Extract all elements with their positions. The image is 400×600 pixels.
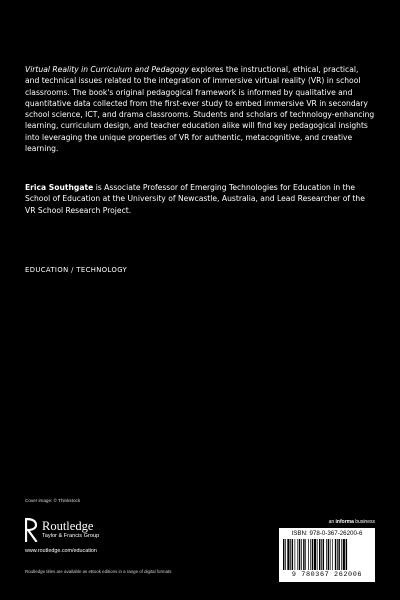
barcode-bar bbox=[303, 539, 304, 570]
barcode-bar bbox=[283, 539, 284, 570]
subject-category: EDUCATION / TECHNOLOGY bbox=[25, 266, 128, 274]
publisher-group: Taylor & Francis Group bbox=[42, 533, 100, 539]
barcode-bar bbox=[326, 539, 327, 570]
ebook-note: Routledge titles are available as eBook editions in a range of digital formats bbox=[25, 569, 172, 574]
barcode-bar bbox=[297, 539, 298, 570]
barcode-bar bbox=[295, 539, 296, 570]
barcode-bar bbox=[285, 539, 286, 570]
barcode-bar bbox=[338, 539, 339, 570]
barcode-bar bbox=[337, 539, 338, 570]
barcode-bar bbox=[332, 539, 333, 570]
barcode-bar bbox=[301, 539, 302, 570]
barcode-bar bbox=[308, 539, 309, 570]
barcode-bar bbox=[312, 539, 313, 570]
barcode-bar bbox=[330, 539, 331, 570]
barcode-bar bbox=[317, 539, 318, 570]
author-bio-text: is Associate Professor of Emerging Technologies for Education in the School of Education at the University of Newcastle, Australia, and Lead Researcher of the VR School Research Project. bbox=[25, 183, 365, 215]
publisher-url: www.routledge.com/education bbox=[25, 548, 97, 554]
barcode-bar bbox=[346, 539, 347, 570]
barcode-bar bbox=[319, 539, 320, 570]
barcode-bar bbox=[287, 539, 289, 570]
publisher-block bbox=[25, 518, 165, 558]
routledge-logo-icon bbox=[25, 518, 38, 542]
barcode-bar bbox=[343, 539, 345, 570]
informa-tagline bbox=[329, 519, 375, 525]
barcode-bar bbox=[314, 539, 316, 570]
barcode-bar bbox=[328, 539, 329, 570]
informa-brand: informa bbox=[335, 519, 354, 525]
barcode-bar bbox=[310, 539, 311, 570]
author-bio bbox=[25, 182, 375, 216]
barcode-panel bbox=[279, 528, 375, 582]
publisher-name: Routledge bbox=[42, 519, 94, 533]
barcode-bar bbox=[299, 539, 300, 570]
author-name: Erica Southgate bbox=[25, 183, 94, 192]
barcode-bar bbox=[305, 539, 306, 570]
barcode-bar bbox=[292, 539, 293, 570]
book-description bbox=[25, 64, 375, 154]
informa-prefix: an bbox=[328, 519, 336, 525]
barcode-bar bbox=[341, 539, 342, 570]
barcode-bar bbox=[335, 539, 336, 570]
barcode-bar bbox=[290, 539, 291, 570]
barcode-icon bbox=[283, 539, 371, 570]
isbn-label: ISBN: 978-0-367-26200-6 bbox=[291, 530, 363, 537]
barcode-bar bbox=[321, 539, 322, 570]
informa-suffix: business bbox=[353, 519, 375, 525]
barcode-bar bbox=[323, 539, 324, 570]
book-description-text: explores the instructional, ethical, practical, and technical issues related to the integration of immersive virtual reality (VR) in school classrooms. The book's original pedagogical framework is informed by qualitative and quantitative data collected from the first-ever study to embed immersive VR in secondary school science, ICT, and drama classrooms. Students and scholars of technology-enhancing learning, curriculum design, and teacher education alike will find key pedagogical insights into leveraging the unique properties of VR for authentic, metacognitive, and creative learning. bbox=[25, 65, 375, 154]
cover-image-credit: Cover image: © Thinkstock bbox=[25, 498, 81, 503]
barcode-number: 9 780367 262006 bbox=[291, 571, 363, 579]
book-title-italic: Virtual Reality in Curriculum and Pedagogy bbox=[25, 65, 189, 74]
